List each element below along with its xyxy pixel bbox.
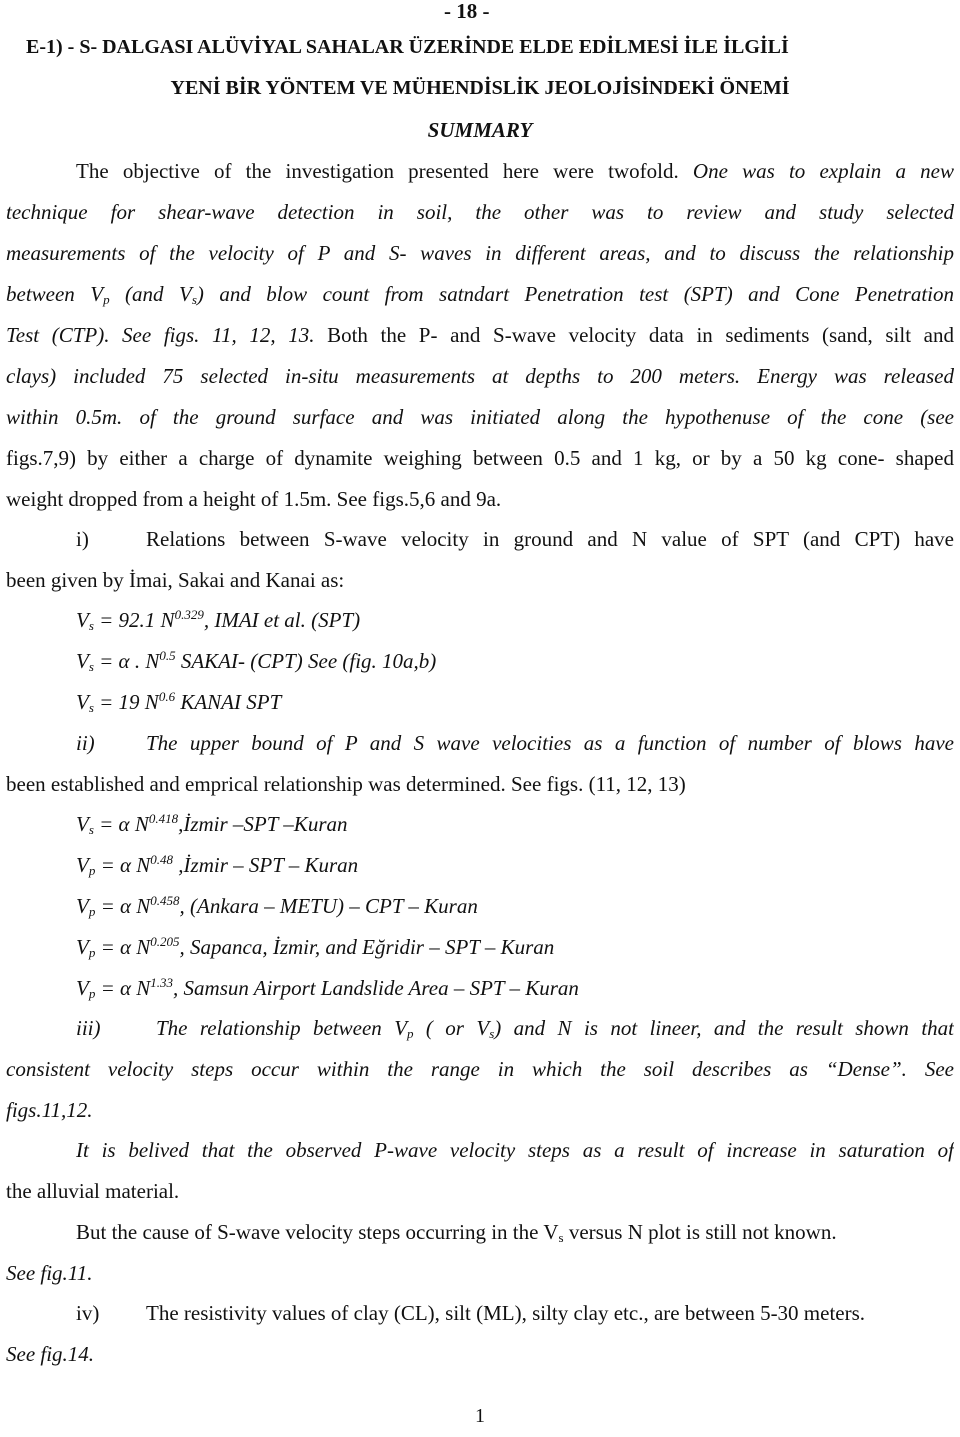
intro-line-8: figs.7,9) by either a charge of dynamite weighing between 0.5 and 1 kg, or by a 50 kg cone- shaped	[6, 446, 954, 470]
belived-line-2: the alluvial material.	[6, 1179, 180, 1203]
equation-line: $V_s = \alpha$ . $N^{0.5}$ SAKAI- (CPT) See (fig. 10a,b)	[76, 648, 437, 674]
equation-line: $V_p = \alpha$ $N^{0.458}$, (Ankara – METU) – CPT – Kuran	[76, 893, 478, 919]
intro-line-6: clays) included 75 selected in-situ measurements at depths to 200 meters. Energy was released	[6, 364, 954, 388]
intro-line-3: measurements of the velocity of P and S- waves in different areas, and to discuss the relationship	[6, 241, 954, 265]
intro-line-4: between $V_p$ (and $V_s$) and blow count from satndart Penetration test (SPT) and Cone Penetration	[6, 282, 954, 307]
title-line-1: E-1) - S- DALGASI ALÜVİYAL SAHALAR ÜZERİNDE ELDE EDİLMESİ İLE İLGİLİ	[26, 36, 789, 58]
item-iii-line-1: iii) The relationship between $V_p$ ( or $V_s$) and N is not lineer, and the result shown that	[76, 1016, 954, 1041]
item-iii-line-3: figs.11,12.	[6, 1098, 93, 1122]
equation-line: $V_p = \alpha$ $N^{1.33}$, Samsun Airport Landslide Area – SPT – Kuran	[76, 975, 579, 1001]
item-i-line-2: been given by İmai, Sakai and Kanai as:	[6, 568, 345, 592]
cause-line-1: But the cause of S-wave velocity steps occurring in the $V_s$ versus N plot is still not known.	[76, 1220, 837, 1245]
summary-heading: SUMMARY	[427, 118, 533, 142]
item-iv-line-1: iv) The resistivity values of clay (CL), silt (ML), silty clay etc., are between 5-30 meters.	[76, 1301, 866, 1325]
equation-line: $V_s = 92.1$ $N^{0.329}$, IMAI et al. (SPT)	[76, 607, 361, 633]
equation-line: $V_p = \alpha$ $N^{0.48}$ ,İzmir – SPT – Kuran	[76, 852, 359, 878]
item-ii-line-2: been established and emprical relationship was determined. See figs. (11, 12, 13)	[6, 772, 686, 796]
page-marker: - 18 -	[444, 0, 490, 23]
intro-line-7: within 0.5m. of the ground surface and was initiated along the hypothenuse of the cone (see	[6, 405, 954, 429]
title-line-2: YENİ BİR YÖNTEM VE MÜHENDİSLİK JEOLOJİSİNDEKİ ÖNEMİ	[170, 77, 790, 99]
equation-line: $V_s = \alpha$ $N^{0.418},İzmir$ –SPT –Kuran	[76, 811, 348, 837]
item-i-line-1: i) Relations between S-wave velocity in ground and N value of SPT (and CPT) have	[76, 527, 954, 551]
item-ii-line-1: ii) The upper bound of P and S wave velocities as a function of number of blows have	[76, 731, 954, 755]
equation-line: $V_p = \alpha$ $N^{0.205}$, Sapanca, İzmir, and Eğridir – SPT – Kuran	[76, 934, 555, 960]
equation-line: $V_s = 19$ $N^{0.6}$ KANAI SPT	[76, 689, 282, 715]
belived-line-1: It is belived that the observed P-wave velocity steps as a result of increase in saturation of	[76, 1138, 954, 1162]
item-iv-line-2: See fig.14.	[6, 1342, 95, 1366]
intro-line-2: technique for shear-wave detection in soil, the other was to review and study selected	[6, 200, 954, 224]
intro-line-9: weight dropped from a height of 1.5m. See figs.5,6 and 9a.	[6, 487, 502, 511]
cause-line-2: See fig.11.	[6, 1261, 93, 1285]
intro-line-1: The objective of the investigation presented here were twofold. One was to explain a new	[76, 159, 954, 183]
intro-line-5: Test (CTP). See figs. 11, 12, 13. Both the P- and S-wave velocity data in sediments (sand, silt and	[6, 323, 954, 347]
item-iii-line-2: consistent velocity steps occur within the range in which the soil describes as “Dense”. See	[6, 1057, 954, 1081]
page-number: 1	[475, 1405, 485, 1427]
